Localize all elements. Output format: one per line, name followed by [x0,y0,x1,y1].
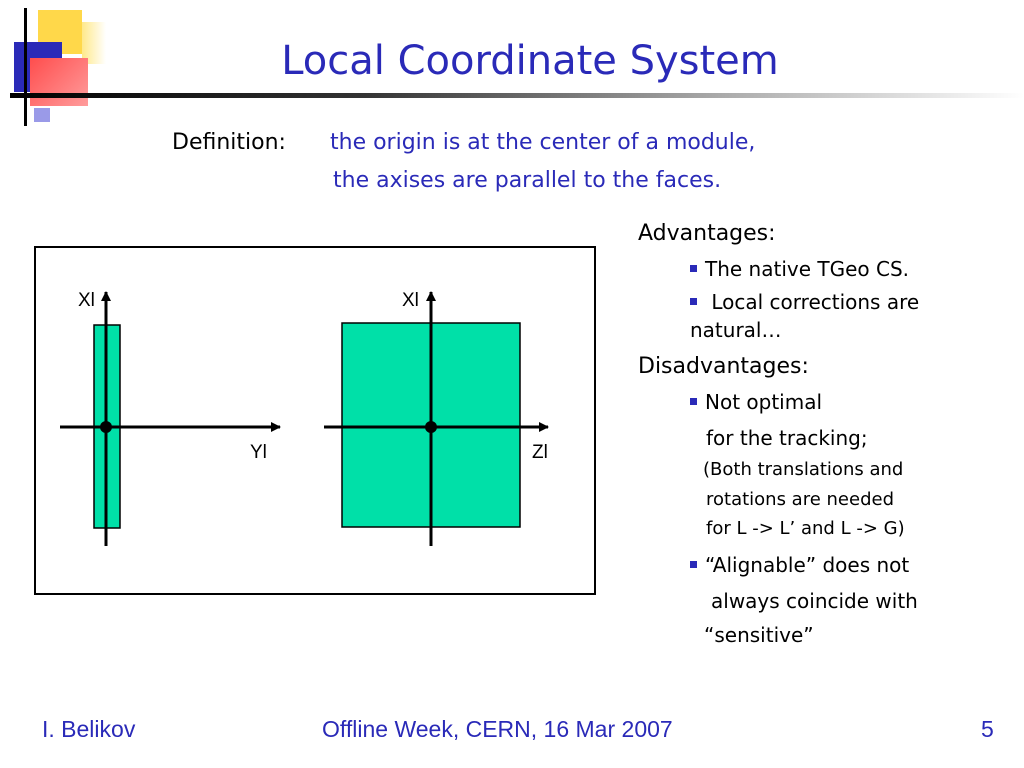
right-x-axis-label: Xl [402,290,419,311]
logo-lavender-square [34,108,50,122]
definition-label: Definition: [172,130,286,155]
title-underline [10,93,1024,98]
disadvantage-item-1 [690,390,822,414]
disadvantage-item-2 [690,553,909,577]
disadvantage-item-1-line-2: for the tracking; [706,426,868,450]
disadvantage-item-1-line-1: Not optimal [705,390,823,414]
advantages-heading: Advantages: [638,221,776,246]
bullet-icon [690,561,697,568]
advantage-item-1-text: The native TGeo CS. [705,257,910,281]
slide-title: Local Coordinate System [281,38,779,84]
disadvantages-heading: Disadvantages: [638,354,809,379]
advantage-item-2-continued: natural… [690,318,782,342]
left-y-axis-label: Yl [250,442,267,463]
bullet-icon [690,298,697,305]
left-x-axis-label: Xl [78,290,95,311]
advantage-item-1 [690,257,909,281]
advantage-item-2 [690,290,919,314]
footer-event: Offline Week, CERN, 16 Mar 2007 [322,716,673,742]
bullet-icon [690,265,697,272]
coordinate-diagram-svg [36,248,594,593]
disadvantage-note-line-3: for L -> L’ and L -> G) [706,518,905,539]
left-origin-dot [100,421,112,433]
disadvantage-note-line-2: rotations are needed [706,489,894,510]
coordinate-diagram [34,246,596,595]
advantage-item-2-text: Local corrections are [705,290,920,314]
footer-author: I. Belikov [42,716,136,742]
definition-line-2: the axises are parallel to the faces. [333,168,722,193]
disadvantage-note-line-1: (Both translations and [703,459,904,480]
right-origin-dot [425,421,437,433]
footer-page-number: 5 [981,716,994,742]
bullet-icon [690,398,697,405]
disadvantage-item-2-line-2: always coincide with [711,589,918,613]
disadvantage-item-2-line-3: “sensitive” [704,623,814,647]
right-z-axis-label: Zl [532,442,548,463]
definition-line-1: the origin is at the center of a module, [330,130,756,155]
disadvantage-item-2-line-1: “Alignable” does not [705,553,910,577]
